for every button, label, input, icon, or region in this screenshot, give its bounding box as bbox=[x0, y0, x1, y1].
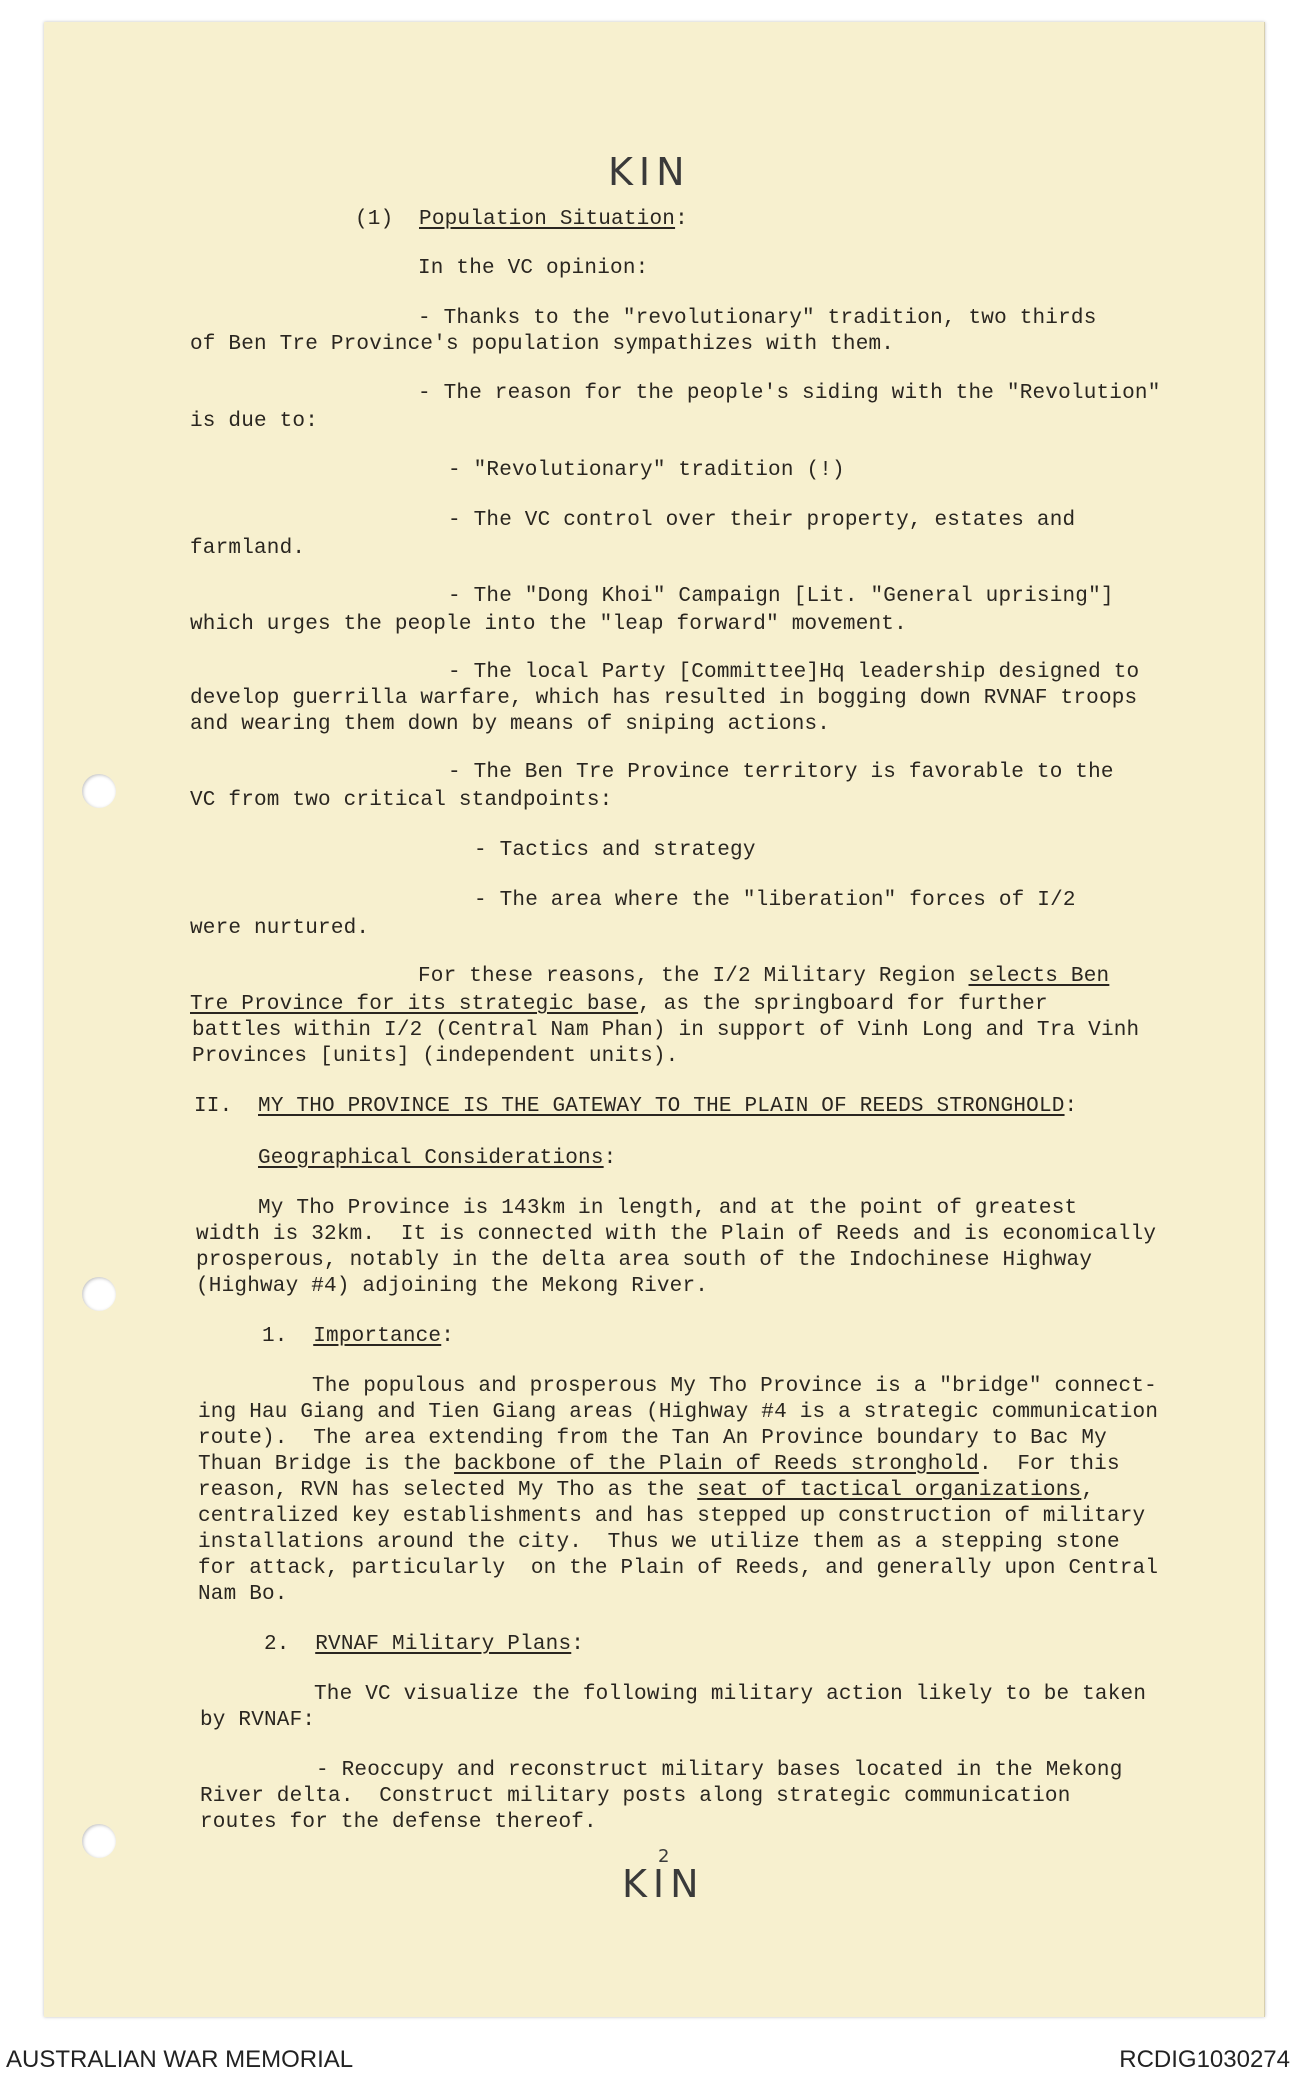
subheading-line: 1. Importance: bbox=[262, 1325, 455, 1348]
paragraph-line: Thuan Bridge is the backbone of the Plain of Reeds stronghold. For this bbox=[198, 1453, 1120, 1476]
paragraph-line: centralized key establishments and has stepped up construction of military bbox=[198, 1505, 1146, 1528]
page-number: 2 bbox=[658, 1846, 670, 1867]
paragraph-line: - Thanks to the "revolutionary" tradition, two thirds bbox=[418, 307, 1097, 330]
section-number: (1) Population Situation: bbox=[355, 208, 688, 231]
list-item: VC from two critical standpoints: bbox=[190, 789, 613, 812]
list-item: - The local Party [Committee]Hq leadership designed to bbox=[448, 661, 1140, 684]
list-item: - The area where the "liberation" forces of I/2 bbox=[474, 889, 1076, 912]
subheading: Importance bbox=[313, 1325, 442, 1348]
footer-right: RCDIG1030274 bbox=[1119, 2046, 1290, 2073]
list-item: and wearing them down by means of sniping actions. bbox=[190, 713, 831, 736]
punch-hole bbox=[82, 1277, 116, 1311]
footer-left: AUSTRALIAN WAR MEMORIAL bbox=[6, 2046, 354, 2073]
list-item: - "Revolutionary" tradition (!) bbox=[448, 459, 845, 482]
paragraph-line: For these reasons, the I/2 Military Region selects Ben bbox=[418, 965, 1110, 988]
paragraph-line: for attack, particularly on the Plain of Reeds, and generally upon Central bbox=[198, 1557, 1159, 1580]
list-item: - The "Dong Khoi" Campaign [Lit. "General uprising"] bbox=[448, 585, 1114, 608]
section-heading: MY THO PROVINCE IS THE GATEWAY TO THE PLAIN OF REEDS STRONGHOLD bbox=[258, 1095, 1065, 1118]
paragraph-line: ing Hau Giang and Tien Giang areas (Highway #4 is a strategic communication bbox=[198, 1401, 1159, 1424]
paragraph-line: The VC visualize the following military action likely to be taken bbox=[314, 1683, 1147, 1706]
paragraph-line: is due to: bbox=[190, 410, 319, 433]
subheading: Geographical Considerations bbox=[258, 1147, 604, 1170]
paragraph-line: Provinces [units] (independent units). bbox=[192, 1045, 679, 1068]
list-item: - The VC control over their property, estates and bbox=[448, 509, 1076, 532]
paragraph-line: installations around the city. Thus we utilize them as a stepping stone bbox=[198, 1531, 1120, 1554]
list-item: farmland. bbox=[190, 537, 306, 560]
paragraph-line: - The reason for the people's siding with the "Revolution" bbox=[418, 382, 1161, 405]
subheading-line: Geographical Considerations: bbox=[258, 1147, 617, 1170]
list-item: - Tactics and strategy bbox=[474, 839, 756, 862]
punch-hole bbox=[82, 774, 116, 808]
paragraph-line: battles within I/2 (Central Nam Phan) in support of Vinh Long and Tra Vinh bbox=[192, 1019, 1140, 1042]
paragraph-line: route). The area extending from the Tan An Province boundary to Bac My bbox=[198, 1427, 1107, 1450]
list-item: which urges the people into the "leap forward" movement. bbox=[190, 613, 907, 636]
paragraph-line: of Ben Tre Province's population sympathizes with them. bbox=[190, 333, 895, 356]
paragraph-line: prosperous, notably in the delta area south of the Indochinese Highway bbox=[196, 1249, 1093, 1272]
paragraph-line: (Highway #4) adjoining the Mekong River. bbox=[196, 1275, 709, 1298]
subheading: RVNAF Military Plans bbox=[315, 1633, 572, 1656]
list-item: River delta. Construct military posts along strategic communication bbox=[200, 1785, 1071, 1808]
paragraph-line: Tre Province for its strategic base, as the springboard for further bbox=[190, 993, 1048, 1016]
paragraph-line: width is 32km. It is connected with the Plain of Reeds and is economically bbox=[196, 1223, 1157, 1246]
list-item: - Reoccupy and reconstruct military bases located in the Mekong bbox=[316, 1759, 1123, 1782]
list-item: were nurtured. bbox=[190, 917, 370, 940]
subheading-line: 2. RVNAF Military Plans: bbox=[264, 1633, 585, 1656]
section-heading-line: II. MY THO PROVINCE IS THE GATEWAY TO THE PLAIN OF REEDS STRONGHOLD: bbox=[194, 1095, 1078, 1118]
list-item: - The Ben Tre Province territory is favorable to the bbox=[448, 761, 1114, 784]
punch-hole bbox=[82, 1824, 116, 1858]
list-item: routes for the defense thereof. bbox=[200, 1811, 597, 1834]
paragraph-line: Nam Bo. bbox=[198, 1583, 288, 1606]
paragraph-line: In the VC opinion: bbox=[418, 257, 649, 280]
paragraph-line: reason, RVN has selected My Tho as the seat of tactical organizations, bbox=[198, 1479, 1095, 1502]
handwritten-mark-top: KIN bbox=[608, 150, 691, 194]
handwritten-mark-bottom: KIN bbox=[622, 1862, 705, 1906]
section-heading: Population Situation bbox=[419, 208, 676, 231]
list-item: develop guerrilla warfare, which has resulted in bogging down RVNAF troops bbox=[190, 687, 1138, 710]
paragraph-line: by RVNAF: bbox=[200, 1709, 316, 1732]
paragraph-line: The populous and prosperous My Tho Province is a "bridge" connect- bbox=[312, 1375, 1157, 1398]
paragraph-line: My Tho Province is 143km in length, and at the point of greatest bbox=[258, 1197, 1078, 1220]
